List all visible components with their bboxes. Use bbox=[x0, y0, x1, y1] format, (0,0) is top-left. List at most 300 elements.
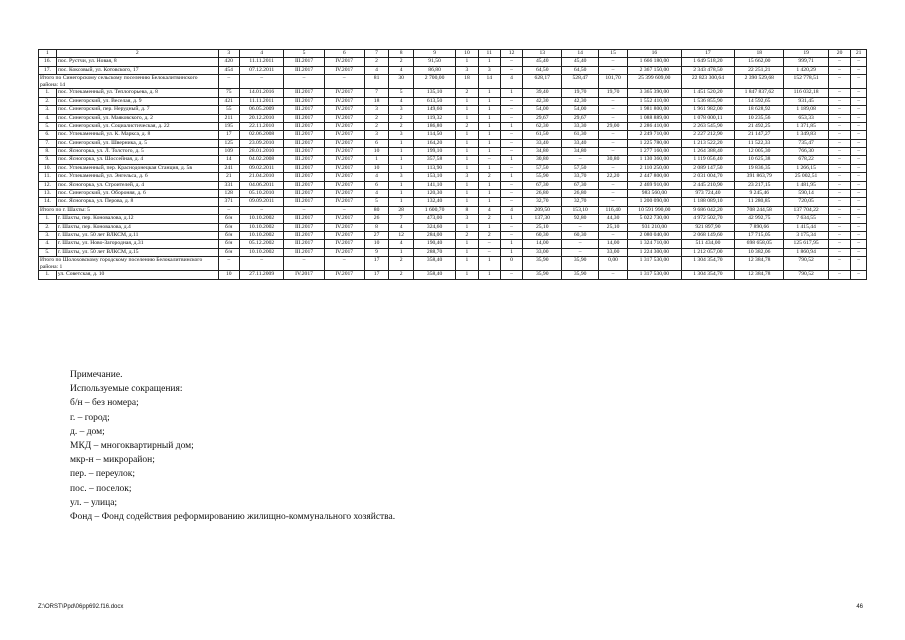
table-cell: 116,40 bbox=[599, 206, 628, 214]
table-cell: 2 bbox=[364, 114, 389, 122]
column-number-cell: 18 bbox=[735, 50, 784, 58]
table-cell: 5. bbox=[39, 122, 57, 130]
table-cell: 288,70 bbox=[413, 248, 455, 256]
table-cell: IV.2017 bbox=[324, 190, 364, 198]
table-cell: 391 863,79 bbox=[735, 173, 784, 181]
table-cell: 1 bbox=[478, 106, 500, 114]
table-cell: – bbox=[599, 106, 628, 114]
table-cell: 3 bbox=[364, 131, 389, 139]
table-cell: 5 bbox=[389, 89, 414, 97]
table-cell: 57,50 bbox=[562, 164, 599, 172]
table-cell: – bbox=[500, 114, 522, 122]
table-cell: – bbox=[851, 106, 867, 114]
table-cell: 19 836,35 bbox=[735, 164, 784, 172]
table-cell: – bbox=[851, 97, 867, 105]
table-cell: – bbox=[218, 75, 239, 89]
table-cell: 1 213 522,20 bbox=[681, 139, 735, 147]
table-cell: 23 217,15 bbox=[735, 181, 784, 189]
column-number-cell: 3 bbox=[218, 50, 239, 58]
table-cell: – bbox=[828, 206, 850, 214]
table-cell: IV.2017 bbox=[324, 240, 364, 248]
table-cell: 55,90 bbox=[523, 173, 562, 181]
table-cell: б/н bbox=[218, 232, 239, 240]
table-cell: пос. Синегорский, ул. Веселая, д. 9 bbox=[56, 97, 218, 105]
table-cell: IV.2017 bbox=[324, 97, 364, 105]
table-cell: 22,20 bbox=[599, 173, 628, 181]
table-cell: – bbox=[828, 257, 850, 271]
table-cell: – bbox=[599, 181, 628, 189]
table-cell: 2 390 529,68 bbox=[735, 75, 784, 89]
table-cell: 114,50 bbox=[413, 131, 455, 139]
table-cell: 17 715,05 bbox=[735, 232, 784, 240]
table-cell: – bbox=[828, 58, 850, 66]
table-cell: 132,40 bbox=[413, 198, 455, 206]
table-cell: III.2017 bbox=[284, 223, 324, 231]
table-cell: IV.2017 bbox=[324, 232, 364, 240]
table-cell: 190,40 bbox=[413, 240, 455, 248]
column-number-cell: 14 bbox=[562, 50, 599, 58]
table-cell: 30 bbox=[389, 75, 414, 89]
table-cell: 42,30 bbox=[523, 97, 562, 105]
table-cell: 21 147,27 bbox=[735, 131, 784, 139]
table-cell: IV.2017 bbox=[324, 122, 364, 130]
table-cell: 357,58 bbox=[413, 156, 455, 164]
table-cell: 211 bbox=[218, 114, 239, 122]
table-cell: 32,70 bbox=[562, 198, 599, 206]
table-cell: IV.2017 bbox=[324, 164, 364, 172]
table-cell: 1 bbox=[456, 131, 478, 139]
table-cell: 678,22 bbox=[784, 156, 829, 164]
table-row bbox=[39, 66, 867, 74]
table-cell: 26,80 bbox=[562, 190, 599, 198]
table-cell: 973 724,40 bbox=[681, 190, 735, 198]
table-cell: III.2017 bbox=[284, 215, 324, 223]
table-cell: – bbox=[828, 106, 850, 114]
table-cell: 1 304 354,70 bbox=[681, 271, 735, 279]
table-cell: 4. bbox=[39, 240, 57, 248]
note-line: ул. – улица; bbox=[70, 497, 118, 508]
table-cell: 28.01.2010 bbox=[239, 148, 284, 156]
table-cell: 10.10.2002 bbox=[239, 215, 284, 223]
table-cell: 8. bbox=[39, 148, 57, 156]
table-cell: 64,50 bbox=[562, 66, 599, 74]
table-cell: пос. Ясногорка, ул. Шоссейная, д. 4 bbox=[56, 156, 218, 164]
table-cell: 4 bbox=[364, 190, 389, 198]
table-cell: 2 089 147,50 bbox=[681, 164, 735, 172]
table-cell: – bbox=[500, 223, 522, 231]
table-cell: 1 212 057,00 bbox=[681, 248, 735, 256]
table-cell: – bbox=[239, 75, 284, 89]
table-cell: 92,80 bbox=[562, 215, 599, 223]
table-cell: – bbox=[828, 173, 850, 181]
table-cell: 1 224 300,00 bbox=[628, 248, 682, 256]
table-cell: III.2017 bbox=[284, 190, 324, 198]
table-cell: 39,40 bbox=[523, 89, 562, 97]
table-cell: IV.2017 bbox=[324, 181, 364, 189]
table-cell: IV.2017 bbox=[324, 66, 364, 74]
table-cell: 60,30 bbox=[523, 232, 562, 240]
table-cell: – bbox=[851, 215, 867, 223]
table-cell: 4 bbox=[389, 240, 414, 248]
table-row bbox=[39, 248, 867, 256]
table-cell: 2 bbox=[478, 215, 500, 223]
notes-title: Примечание. bbox=[70, 370, 123, 380]
table-cell: – bbox=[828, 114, 850, 122]
table-cell: 8 bbox=[456, 206, 478, 214]
table-cell: IV.2017 bbox=[324, 106, 364, 114]
table-cell: – bbox=[828, 89, 850, 97]
table-cell: IV.2017 bbox=[324, 248, 364, 256]
table-cell: пос. Углекаменный, ул. Теплогорьева, д. 8 bbox=[56, 89, 218, 97]
table-body bbox=[39, 50, 867, 280]
table-cell: 33,00 bbox=[523, 248, 562, 256]
table-cell: 33,40 bbox=[562, 139, 599, 147]
table-cell: 17. bbox=[39, 66, 57, 74]
table-cell: 1 bbox=[478, 257, 500, 271]
table-cell: 5. bbox=[39, 248, 57, 256]
table-cell: IV.2017 bbox=[324, 58, 364, 66]
note-line: б/н – без номера; bbox=[70, 398, 139, 409]
table-cell: 2 bbox=[456, 122, 478, 130]
table-cell: 1 bbox=[500, 215, 522, 223]
table-cell: 2 110 250,00 bbox=[628, 164, 682, 172]
table-cell: – bbox=[828, 164, 850, 172]
table-cell: 1 bbox=[456, 271, 478, 279]
table-cell: 1 420,29 bbox=[784, 66, 829, 74]
table-cell: г. Шахты, пер. Коновалова, д.12 bbox=[56, 215, 218, 223]
table-cell: 4 bbox=[364, 173, 389, 181]
resettlement-table bbox=[38, 49, 867, 280]
table-cell: 1 225 780,00 bbox=[628, 139, 682, 147]
table-cell: III.2017 bbox=[284, 173, 324, 181]
table-cell: 4. bbox=[39, 114, 57, 122]
table-cell: 14. bbox=[39, 198, 57, 206]
table-cell: – bbox=[828, 181, 850, 189]
table-cell: 3 bbox=[456, 66, 478, 74]
table-cell: – bbox=[599, 66, 628, 74]
table-cell: 2 700,00 bbox=[413, 75, 455, 89]
table-cell: 186,80 bbox=[413, 122, 455, 130]
table-cell: 790,52 bbox=[784, 257, 829, 271]
table-cell: 10 625,38 bbox=[735, 156, 784, 164]
table-cell: – bbox=[851, 75, 867, 89]
table-cell: 22 823 300,64 bbox=[681, 75, 735, 89]
table-cell: – bbox=[478, 248, 500, 256]
table-cell: – bbox=[284, 206, 324, 214]
table-cell: 698 658,05 bbox=[735, 240, 784, 248]
table-cell: 10.10.2002 bbox=[239, 223, 284, 231]
table-cell: 2 080 040,00 bbox=[628, 232, 682, 240]
table-cell: 1 317 530,00 bbox=[628, 257, 682, 271]
table-cell: – bbox=[500, 232, 522, 240]
table-cell: – bbox=[851, 156, 867, 164]
table-cell: г. Шахты, ул. 50 лет ВЛКСМ, д.15 bbox=[56, 248, 218, 256]
table-cell: 1 bbox=[500, 240, 522, 248]
table-cell: 34,80 bbox=[562, 148, 599, 156]
table-cell: 10 382,06 bbox=[735, 248, 784, 256]
table-cell: 790,52 bbox=[784, 271, 829, 279]
table-cell: 1 481,95 bbox=[784, 181, 829, 189]
table-cell: 16. bbox=[39, 58, 57, 66]
table-cell: 109 bbox=[218, 148, 239, 156]
table-cell: 9 686 042,20 bbox=[681, 206, 735, 214]
table-cell: 116 032,18 bbox=[784, 89, 829, 97]
table-row bbox=[39, 156, 867, 164]
table-cell: – bbox=[562, 240, 599, 248]
table-cell: IV.2017 bbox=[324, 271, 364, 279]
table-cell: 15 662,00 bbox=[735, 58, 784, 66]
table-cell: пос. Ясногорка, ул. Строителей, д. 4 bbox=[56, 181, 218, 189]
table-cell: – bbox=[828, 66, 850, 74]
table-cell: 1 bbox=[500, 173, 522, 181]
table-cell: – bbox=[851, 257, 867, 271]
table-cell: 10.10.2002 bbox=[239, 232, 284, 240]
table-cell: III.2017 bbox=[284, 181, 324, 189]
table-cell: 358,40 bbox=[413, 271, 455, 279]
table-cell: Итого по Шолоховскому городскому поселению Белокалитвинского района: 1 bbox=[39, 257, 219, 271]
table-cell: 209,50 bbox=[523, 206, 562, 214]
column-number-cell: 4 bbox=[239, 50, 284, 58]
table-cell: 420 bbox=[218, 58, 239, 66]
table-cell: 2 bbox=[456, 89, 478, 97]
table-cell: – bbox=[828, 156, 850, 164]
table-cell: 101,70 bbox=[599, 75, 628, 89]
table-cell: 1 bbox=[500, 248, 522, 256]
table-cell: 1 264 388,40 bbox=[681, 148, 735, 156]
table-cell: III.2017 bbox=[284, 240, 324, 248]
table-cell: – bbox=[851, 181, 867, 189]
table-cell: 1 536 855,90 bbox=[681, 97, 735, 105]
table-cell: 33,70 bbox=[562, 173, 599, 181]
table-cell: 86,80 bbox=[413, 66, 455, 74]
table-cell: 14.01.2016 bbox=[239, 89, 284, 97]
column-number-cell: 20 bbox=[828, 50, 850, 58]
note-line: пер. – переулок; bbox=[70, 469, 136, 480]
table-cell: – bbox=[851, 164, 867, 172]
table-cell: – bbox=[851, 131, 867, 139]
table-cell: 42,30 bbox=[562, 97, 599, 105]
table-cell: – bbox=[828, 148, 850, 156]
table-cell: 17 bbox=[218, 131, 239, 139]
table-cell: 2 bbox=[364, 122, 389, 130]
table-cell: 1 bbox=[456, 164, 478, 172]
table-cell: 199,10 bbox=[413, 148, 455, 156]
table-cell: 1 266,15 bbox=[784, 164, 829, 172]
table-cell: 1 bbox=[364, 156, 389, 164]
table-cell: 4 bbox=[389, 66, 414, 74]
table-row bbox=[39, 190, 867, 198]
table-cell: 152 778,51 bbox=[784, 75, 829, 89]
table-cell: 921 897,90 bbox=[681, 223, 735, 231]
table-row bbox=[39, 122, 867, 130]
table-cell: 2 bbox=[389, 122, 414, 130]
table-cell: 511 434,00 bbox=[681, 240, 735, 248]
table-cell: 91,50 bbox=[413, 58, 455, 66]
table-cell: – bbox=[828, 223, 850, 231]
table-cell: 0 bbox=[500, 257, 522, 271]
table-cell: 14,00 bbox=[599, 240, 628, 248]
table-cell: – bbox=[599, 232, 628, 240]
table-cell: 284,00 bbox=[413, 232, 455, 240]
table-cell: – bbox=[828, 190, 850, 198]
table-row bbox=[39, 58, 867, 66]
table-cell: 11.11.2011 bbox=[239, 97, 284, 105]
table-cell: 1 bbox=[478, 164, 500, 172]
table-cell: – bbox=[828, 122, 850, 130]
table-cell: – bbox=[851, 66, 867, 74]
table-cell: 1 bbox=[478, 139, 500, 147]
table-row bbox=[39, 89, 867, 97]
table-cell: 999,71 bbox=[784, 58, 829, 66]
table-cell: 2 068 149,60 bbox=[681, 232, 735, 240]
table-cell: 25 399 609,00 bbox=[628, 75, 682, 89]
table-cell: 1 bbox=[456, 156, 478, 164]
table-cell: 2 bbox=[389, 114, 414, 122]
subtotal-row bbox=[39, 257, 867, 271]
table-cell: 14 bbox=[478, 75, 500, 89]
table-cell: 331 bbox=[218, 181, 239, 189]
table-row bbox=[39, 271, 867, 279]
table-cell: 33,40 bbox=[523, 139, 562, 147]
table-cell: 21.04.2010 bbox=[239, 173, 284, 181]
table-cell: – bbox=[500, 97, 522, 105]
table-cell: 454 bbox=[218, 66, 239, 74]
table-cell: б/н bbox=[218, 215, 239, 223]
table-cell: 141,10 bbox=[413, 181, 455, 189]
table-cell: 23.09.2010 bbox=[239, 139, 284, 147]
table-cell: 1 bbox=[456, 257, 478, 271]
table-cell: – bbox=[239, 257, 284, 271]
table-cell: 12 384,78 bbox=[735, 257, 784, 271]
table-cell: – bbox=[851, 58, 867, 66]
table-cell: 1 649 518,20 bbox=[681, 58, 735, 66]
table-cell: – bbox=[218, 257, 239, 271]
table-cell: IV.2017 bbox=[324, 89, 364, 97]
table-cell: – bbox=[851, 198, 867, 206]
table-cell: – bbox=[851, 240, 867, 248]
table-cell: пос. Углекаменный, пер. Краснодонецкая Станция, д. 5в bbox=[56, 164, 218, 172]
table-cell: IV.2017 bbox=[324, 156, 364, 164]
table-cell: 1 189,08 bbox=[784, 106, 829, 114]
table-cell: 19,70 bbox=[562, 89, 599, 97]
table-cell: 324,60 bbox=[413, 223, 455, 231]
table-cell: 29,00 bbox=[599, 122, 628, 130]
table-row bbox=[39, 148, 867, 156]
table-cell: 09.09.2011 bbox=[239, 198, 284, 206]
table-cell: – bbox=[828, 198, 850, 206]
table-cell: – bbox=[239, 206, 284, 214]
table-cell: 1 200 090,00 bbox=[628, 198, 682, 206]
table-cell: 4 bbox=[389, 97, 414, 105]
table-cell: 42 992,75 bbox=[735, 215, 784, 223]
table-cell: 06.05.2009 bbox=[239, 106, 284, 114]
table-cell: – bbox=[851, 271, 867, 279]
table-cell: – bbox=[828, 131, 850, 139]
table-cell: 10 bbox=[364, 240, 389, 248]
table-cell: 1 bbox=[456, 198, 478, 206]
table-cell: 34,80 bbox=[523, 148, 562, 156]
table-cell: IV.2017 bbox=[324, 173, 364, 181]
footer-file-path: Z:\ORST\Ppd\06pp692.f16.docx bbox=[38, 604, 124, 610]
table-cell: 358,40 bbox=[413, 257, 455, 271]
column-number-cell: 1 bbox=[39, 50, 57, 58]
table-cell: – bbox=[324, 257, 364, 271]
table-cell: 1 bbox=[456, 181, 478, 189]
table-cell: 2 bbox=[389, 58, 414, 66]
table-cell: – bbox=[599, 190, 628, 198]
table-cell: – bbox=[500, 66, 522, 74]
table-cell: 1 bbox=[389, 148, 414, 156]
table-cell: 2 bbox=[389, 257, 414, 271]
table-cell: 80 bbox=[364, 206, 389, 214]
table-cell: 3 bbox=[389, 173, 414, 181]
table-cell: 3 bbox=[456, 215, 478, 223]
table-row bbox=[39, 164, 867, 172]
table-cell: 54,00 bbox=[523, 106, 562, 114]
table-cell: 25,10 bbox=[599, 223, 628, 231]
table-cell: 653,33 bbox=[784, 114, 829, 122]
table-cell: 22 251,21 bbox=[735, 66, 784, 74]
table-cell: 35,90 bbox=[523, 257, 562, 271]
table-cell: 2. bbox=[39, 223, 57, 231]
table-cell: III.2017 bbox=[284, 89, 324, 97]
table-cell: 17 bbox=[364, 271, 389, 279]
table-cell: – bbox=[284, 257, 324, 271]
table-cell: 10 235,56 bbox=[735, 114, 784, 122]
table-cell: пос. Синегорский, ул. Обороняя, д. 6 bbox=[56, 190, 218, 198]
table-cell: – bbox=[500, 58, 522, 66]
table-cell: пос. Рустчи, ул. Новая, 8 bbox=[56, 58, 218, 66]
table-cell: IV.2017 bbox=[324, 131, 364, 139]
table-cell: 1 bbox=[478, 58, 500, 66]
table-cell: 1 bbox=[478, 131, 500, 139]
table-cell: – bbox=[324, 75, 364, 89]
table-cell: 13. bbox=[39, 190, 57, 198]
table-cell: 27 bbox=[364, 232, 389, 240]
table-row bbox=[39, 106, 867, 114]
table-cell: 153,10 bbox=[413, 173, 455, 181]
table-cell: 9 245,46 bbox=[735, 190, 784, 198]
table-cell: 4 bbox=[500, 206, 522, 214]
table-cell: 67,30 bbox=[562, 181, 599, 189]
table-cell: 1 981 800,00 bbox=[628, 106, 682, 114]
table-cell: 04.06.2011 bbox=[239, 181, 284, 189]
table-cell: г. Шахты, ул. Ново-Загородная, д.31 bbox=[56, 240, 218, 248]
table-cell: 05.10.2010 bbox=[239, 190, 284, 198]
table-cell: 1 bbox=[478, 89, 500, 97]
table-cell: 26,80 bbox=[523, 190, 562, 198]
table-cell: – bbox=[599, 97, 628, 105]
column-number-cell: 15 bbox=[599, 50, 628, 58]
table-cell: – bbox=[218, 206, 239, 214]
table-cell: 7 890,66 bbox=[735, 223, 784, 231]
table-cell: 1 bbox=[478, 181, 500, 189]
table-cell: 1 088 889,00 bbox=[628, 114, 682, 122]
table-cell: 2 bbox=[478, 173, 500, 181]
column-number-row bbox=[39, 50, 867, 58]
table-cell: 2 367 150,00 bbox=[628, 66, 682, 74]
table-cell: 1 451 520,20 bbox=[681, 89, 735, 97]
table-cell: 1 552 410,00 bbox=[628, 97, 682, 105]
table-cell: 61,50 bbox=[523, 131, 562, 139]
table-cell: 1 bbox=[456, 97, 478, 105]
table-cell: – bbox=[851, 139, 867, 147]
table-cell: 1 bbox=[478, 198, 500, 206]
table-cell: 1 bbox=[500, 156, 522, 164]
table-cell: 241 bbox=[218, 164, 239, 172]
table-cell: 5 bbox=[364, 198, 389, 206]
table-cell: 113,90 bbox=[413, 164, 455, 172]
